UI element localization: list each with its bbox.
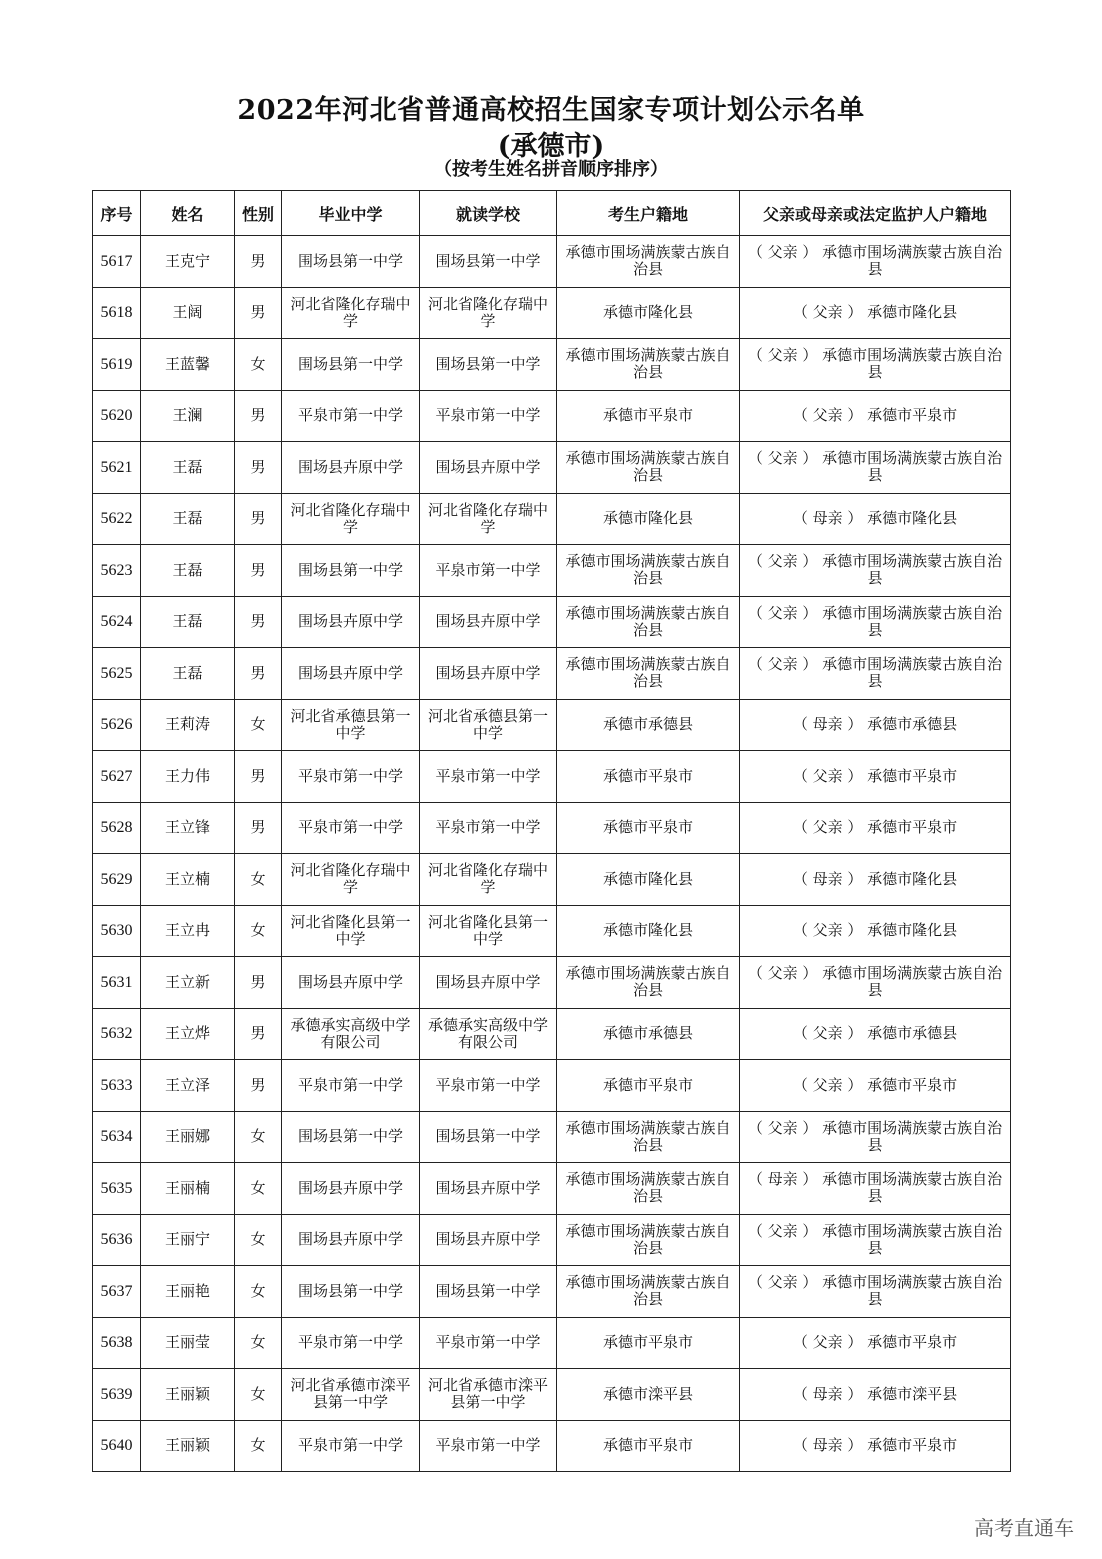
graduated-school-cell: 河北省承德市滦平县第一中学 (282, 1369, 420, 1421)
gender-cell: 女 (235, 854, 282, 906)
guardian-hukou-cell: （ 父亲 ） 承德市隆化县 (740, 905, 1011, 957)
table-row (93, 905, 1011, 957)
current-school-cell: 围场县卉原中学 (420, 957, 557, 1009)
gender-cell: 男 (235, 1060, 282, 1112)
gender-cell: 女 (235, 1111, 282, 1163)
name-cell: 王阔 (141, 287, 235, 339)
guardian-hukou-cell: （ 父亲 ） 承德市承德县 (740, 1008, 1011, 1060)
graduated-school-cell: 围场县卉原中学 (282, 442, 420, 494)
student-hukou-cell: 承德市围场满族蒙古族自治县 (557, 339, 740, 391)
graduated-school-cell: 河北省隆化存瑞中学 (282, 493, 420, 545)
seq-cell: 5639 (93, 1369, 141, 1421)
guardian-hukou-cell: （ 父亲 ） 承德市围场满族蒙古族自治县 (740, 1266, 1011, 1318)
student-hukou-cell: 承德市平泉市 (557, 802, 740, 854)
seq-cell: 5635 (93, 1163, 141, 1215)
gender-cell: 女 (235, 1369, 282, 1421)
table-row (93, 442, 1011, 494)
roster-table (92, 190, 1011, 1472)
graduated-school-cell: 平泉市第一中学 (282, 1060, 420, 1112)
table-row (93, 236, 1011, 288)
gender-cell: 男 (235, 287, 282, 339)
current-school-cell: 围场县第一中学 (420, 1111, 557, 1163)
seq-cell: 5620 (93, 390, 141, 442)
student-hukou-cell: 承德市围场满族蒙古族自治县 (557, 1266, 740, 1318)
gender-cell: 男 (235, 802, 282, 854)
gender-cell: 男 (235, 751, 282, 803)
graduated-school-cell: 平泉市第一中学 (282, 751, 420, 803)
current-school-cell: 河北省承德县第一中学 (420, 699, 557, 751)
graduated-school-cell: 河北省隆化县第一中学 (282, 905, 420, 957)
guardian-hukou-cell: （ 父亲 ） 承德市平泉市 (740, 1060, 1011, 1112)
current-school-cell: 承德承实高级中学有限公司 (420, 1008, 557, 1060)
current-school-cell: 河北省隆化存瑞中学 (420, 493, 557, 545)
student-hukou-cell: 承德市平泉市 (557, 1317, 740, 1369)
name-cell: 王丽颖 (141, 1369, 235, 1421)
table-row (93, 751, 1011, 803)
guardian-hukou-cell: （ 父亲 ） 承德市平泉市 (740, 751, 1011, 803)
name-cell: 王克宁 (141, 236, 235, 288)
current-school-cell: 平泉市第一中学 (420, 1060, 557, 1112)
name-cell: 王丽颖 (141, 1420, 235, 1472)
gender-cell: 男 (235, 545, 282, 597)
student-hukou-cell: 承德市承德县 (557, 1008, 740, 1060)
guardian-hukou-cell: （ 父亲 ） 承德市围场满族蒙古族自治县 (740, 545, 1011, 597)
seq-cell: 5630 (93, 905, 141, 957)
col-header-graduated-school: 毕业中学 (282, 191, 420, 236)
student-hukou-cell: 承德市围场满族蒙古族自治县 (557, 1111, 740, 1163)
current-school-cell: 平泉市第一中学 (420, 390, 557, 442)
gender-cell: 男 (235, 493, 282, 545)
student-hukou-cell: 承德市围场满族蒙古族自治县 (557, 596, 740, 648)
name-cell: 王立泽 (141, 1060, 235, 1112)
gender-cell: 女 (235, 699, 282, 751)
seq-cell: 5625 (93, 648, 141, 700)
current-school-cell: 平泉市第一中学 (420, 802, 557, 854)
current-school-cell: 平泉市第一中学 (420, 1420, 557, 1472)
student-hukou-cell: 承德市围场满族蒙古族自治县 (557, 648, 740, 700)
table-row (93, 545, 1011, 597)
seq-cell: 5618 (93, 287, 141, 339)
graduated-school-cell: 平泉市第一中学 (282, 1420, 420, 1472)
student-hukou-cell: 承德市滦平县 (557, 1369, 740, 1421)
col-header-gender: 性别 (235, 191, 282, 236)
student-hukou-cell: 承德市隆化县 (557, 493, 740, 545)
seq-cell: 5626 (93, 699, 141, 751)
name-cell: 王蓝馨 (141, 339, 235, 391)
name-cell: 王磊 (141, 493, 235, 545)
current-school-cell: 围场县卉原中学 (420, 596, 557, 648)
table-row (93, 493, 1011, 545)
current-school-cell: 平泉市第一中学 (420, 1317, 557, 1369)
student-hukou-cell: 承德市平泉市 (557, 1060, 740, 1112)
guardian-hukou-cell: （ 父亲 ） 承德市围场满族蒙古族自治县 (740, 648, 1011, 700)
name-cell: 王立烨 (141, 1008, 235, 1060)
seq-cell: 5628 (93, 802, 141, 854)
student-hukou-cell: 承德市围场满族蒙古族自治县 (557, 442, 740, 494)
graduated-school-cell: 围场县卉原中学 (282, 1163, 420, 1215)
table-row (93, 1266, 1011, 1318)
student-hukou-cell: 承德市围场满族蒙古族自治县 (557, 957, 740, 1009)
graduated-school-cell: 围场县卉原中学 (282, 648, 420, 700)
name-cell: 王磊 (141, 545, 235, 597)
name-cell: 王澜 (141, 390, 235, 442)
graduated-school-cell: 河北省承德县第一中学 (282, 699, 420, 751)
name-cell: 王磊 (141, 648, 235, 700)
guardian-hukou-cell: （ 父亲 ） 承德市隆化县 (740, 287, 1011, 339)
name-cell: 王立楠 (141, 854, 235, 906)
gender-cell: 女 (235, 1163, 282, 1215)
seq-cell: 5638 (93, 1317, 141, 1369)
gender-cell: 女 (235, 1420, 282, 1472)
gender-cell: 男 (235, 1008, 282, 1060)
guardian-hukou-cell: （ 父亲 ） 承德市围场满族蒙古族自治县 (740, 339, 1011, 391)
student-hukou-cell: 承德市隆化县 (557, 905, 740, 957)
current-school-cell: 河北省隆化县第一中学 (420, 905, 557, 957)
table-row (93, 1317, 1011, 1369)
seq-cell: 5633 (93, 1060, 141, 1112)
table-row (93, 287, 1011, 339)
col-header-guardian-hukou: 父亲或母亲或法定监护人户籍地 (740, 191, 1011, 236)
table-row (93, 1060, 1011, 1112)
guardian-hukou-cell: （ 父亲 ） 承德市围场满族蒙古族自治县 (740, 1214, 1011, 1266)
student-hukou-cell: 承德市承德县 (557, 699, 740, 751)
guardian-hukou-cell: （ 父亲 ） 承德市平泉市 (740, 390, 1011, 442)
gender-cell: 女 (235, 1214, 282, 1266)
table-row (93, 390, 1011, 442)
seq-cell: 5627 (93, 751, 141, 803)
gender-cell: 女 (235, 905, 282, 957)
gender-cell: 女 (235, 1266, 282, 1318)
graduated-school-cell: 河北省隆化存瑞中学 (282, 854, 420, 906)
table-row (93, 802, 1011, 854)
name-cell: 王莉涛 (141, 699, 235, 751)
name-cell: 王丽楠 (141, 1163, 235, 1215)
current-school-cell: 围场县第一中学 (420, 1266, 557, 1318)
table-header-row (93, 191, 1011, 236)
graduated-school-cell: 围场县第一中学 (282, 236, 420, 288)
name-cell: 王丽娜 (141, 1111, 235, 1163)
name-cell: 王立冉 (141, 905, 235, 957)
student-hukou-cell: 承德市围场满族蒙古族自治县 (557, 1214, 740, 1266)
seq-cell: 5637 (93, 1266, 141, 1318)
graduated-school-cell: 围场县卉原中学 (282, 957, 420, 1009)
seq-cell: 5640 (93, 1420, 141, 1472)
current-school-cell: 围场县第一中学 (420, 339, 557, 391)
guardian-hukou-cell: （ 母亲 ） 承德市隆化县 (740, 493, 1011, 545)
guardian-hukou-cell: （ 父亲 ） 承德市围场满族蒙古族自治县 (740, 957, 1011, 1009)
graduated-school-cell: 围场县卉原中学 (282, 1214, 420, 1266)
student-hukou-cell: 承德市隆化县 (557, 854, 740, 906)
gender-cell: 男 (235, 596, 282, 648)
table-row (93, 854, 1011, 906)
guardian-hukou-cell: （ 父亲 ） 承德市平泉市 (740, 802, 1011, 854)
name-cell: 王力伟 (141, 751, 235, 803)
graduated-school-cell: 承德承实高级中学有限公司 (282, 1008, 420, 1060)
current-school-cell: 围场县卉原中学 (420, 1214, 557, 1266)
graduated-school-cell: 围场县第一中学 (282, 1266, 420, 1318)
graduated-school-cell: 平泉市第一中学 (282, 802, 420, 854)
col-header-name: 姓名 (141, 191, 235, 236)
student-hukou-cell: 承德市平泉市 (557, 751, 740, 803)
current-school-cell: 平泉市第一中学 (420, 545, 557, 597)
graduated-school-cell: 围场县第一中学 (282, 545, 420, 597)
current-school-cell: 河北省承德市滦平县第一中学 (420, 1369, 557, 1421)
current-school-cell: 河北省隆化存瑞中学 (420, 854, 557, 906)
graduated-school-cell: 围场县卉原中学 (282, 596, 420, 648)
student-hukou-cell: 承德市围场满族蒙古族自治县 (557, 1163, 740, 1215)
col-header-student-hukou: 考生户籍地 (557, 191, 740, 236)
current-school-cell: 河北省隆化存瑞中学 (420, 287, 557, 339)
seq-cell: 5624 (93, 596, 141, 648)
current-school-cell: 围场县卉原中学 (420, 1163, 557, 1215)
seq-cell: 5617 (93, 236, 141, 288)
name-cell: 王立新 (141, 957, 235, 1009)
table-row (93, 339, 1011, 391)
table-row (93, 1008, 1011, 1060)
seq-cell: 5631 (93, 957, 141, 1009)
student-hukou-cell: 承德市平泉市 (557, 1420, 740, 1472)
gender-cell: 男 (235, 236, 282, 288)
current-school-cell: 围场县第一中学 (420, 236, 557, 288)
table-row (93, 1214, 1011, 1266)
table-row (93, 1111, 1011, 1163)
table-row (93, 648, 1011, 700)
guardian-hukou-cell: （ 母亲 ） 承德市围场满族蒙古族自治县 (740, 1163, 1011, 1215)
seq-cell: 5629 (93, 854, 141, 906)
gender-cell: 男 (235, 957, 282, 1009)
current-school-cell: 围场县卉原中学 (420, 442, 557, 494)
seq-cell: 5632 (93, 1008, 141, 1060)
name-cell: 王立锋 (141, 802, 235, 854)
graduated-school-cell: 围场县第一中学 (282, 1111, 420, 1163)
page-subtitle: (承德市) (497, 131, 605, 162)
guardian-hukou-cell: （ 母亲 ） 承德市平泉市 (740, 1420, 1011, 1472)
graduated-school-cell: 平泉市第一中学 (282, 1317, 420, 1369)
gender-cell: 女 (235, 1317, 282, 1369)
gender-cell: 男 (235, 648, 282, 700)
student-hukou-cell: 承德市平泉市 (557, 390, 740, 442)
seq-cell: 5623 (93, 545, 141, 597)
guardian-hukou-cell: （ 母亲 ） 承德市滦平县 (740, 1369, 1011, 1421)
guardian-hukou-cell: （ 父亲 ） 承德市围场满族蒙古族自治县 (740, 236, 1011, 288)
table-row (93, 957, 1011, 1009)
seq-cell: 5619 (93, 339, 141, 391)
table-row (93, 699, 1011, 751)
student-hukou-cell: 承德市隆化县 (557, 287, 740, 339)
guardian-hukou-cell: （ 母亲 ） 承德市隆化县 (740, 854, 1011, 906)
guardian-hukou-cell: （ 父亲 ） 承德市围场满族蒙古族自治县 (740, 596, 1011, 648)
table-row (93, 596, 1011, 648)
watermark: 高考直通车 (974, 1516, 1074, 1540)
name-cell: 王磊 (141, 442, 235, 494)
table-row (93, 1163, 1011, 1215)
gender-cell: 男 (235, 390, 282, 442)
seq-cell: 5634 (93, 1111, 141, 1163)
graduated-school-cell: 河北省隆化存瑞中学 (282, 287, 420, 339)
graduated-school-cell: 围场县第一中学 (282, 339, 420, 391)
seq-cell: 5636 (93, 1214, 141, 1266)
gender-cell: 男 (235, 442, 282, 494)
graduated-school-cell: 平泉市第一中学 (282, 390, 420, 442)
col-header-seq: 序号 (93, 191, 141, 236)
table-row (93, 1369, 1011, 1421)
page-title: 2022年河北省普通高校招生国家专项计划公示名单 (237, 95, 865, 126)
name-cell: 王丽宁 (141, 1214, 235, 1266)
sort-note: （按考生姓名拼音顺序排序） (434, 159, 668, 180)
guardian-hukou-cell: （ 父亲 ） 承德市围场满族蒙古族自治县 (740, 442, 1011, 494)
current-school-cell: 围场县卉原中学 (420, 648, 557, 700)
student-hukou-cell: 承德市围场满族蒙古族自治县 (557, 545, 740, 597)
seq-cell: 5622 (93, 493, 141, 545)
guardian-hukou-cell: （ 父亲 ） 承德市平泉市 (740, 1317, 1011, 1369)
gender-cell: 女 (235, 339, 282, 391)
seq-cell: 5621 (93, 442, 141, 494)
col-header-current-school: 就读学校 (420, 191, 557, 236)
name-cell: 王丽艳 (141, 1266, 235, 1318)
guardian-hukou-cell: （ 母亲 ） 承德市承德县 (740, 699, 1011, 751)
student-hukou-cell: 承德市围场满族蒙古族自治县 (557, 236, 740, 288)
guardian-hukou-cell: （ 父亲 ） 承德市围场满族蒙古族自治县 (740, 1111, 1011, 1163)
current-school-cell: 平泉市第一中学 (420, 751, 557, 803)
table-row (93, 1420, 1011, 1472)
name-cell: 王磊 (141, 596, 235, 648)
name-cell: 王丽莹 (141, 1317, 235, 1369)
